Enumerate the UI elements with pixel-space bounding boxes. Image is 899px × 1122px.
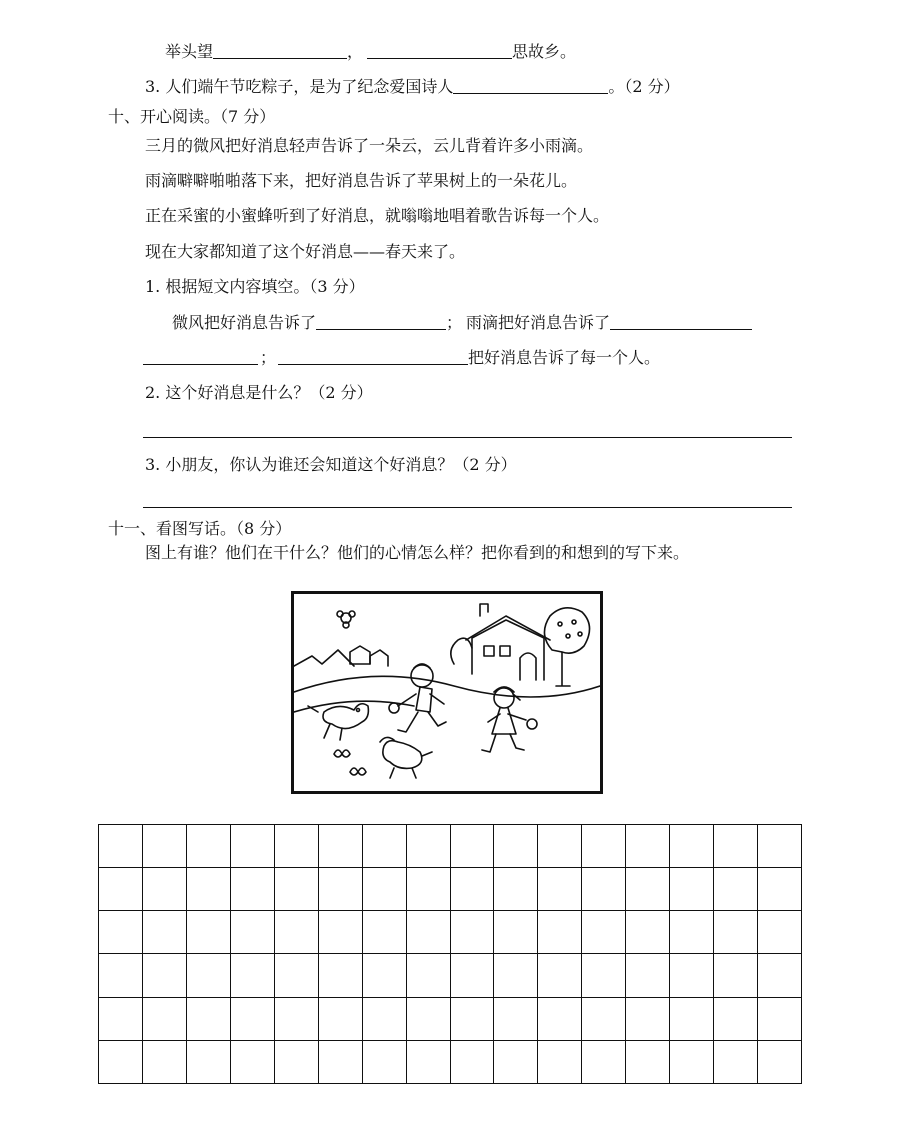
grid-cell[interactable] (494, 954, 538, 997)
tree-shape (544, 608, 589, 653)
grid-cell[interactable] (274, 825, 318, 868)
q1-sep-1: ； (446, 313, 463, 332)
grid-cell[interactable] (186, 868, 230, 911)
grid-cell[interactable] (758, 868, 802, 911)
grid-cell[interactable] (494, 911, 538, 954)
grid-cell[interactable] (362, 997, 406, 1040)
section-11-prompt: 图上有谁？他们在干什么？他们的心情怎么样？把你看到的和想到的写下来。 (145, 543, 690, 562)
grid-cell[interactable] (626, 825, 670, 868)
grid-cell[interactable] (318, 1040, 362, 1083)
grid-cell[interactable] (99, 954, 143, 997)
grid-cell[interactable] (142, 1040, 186, 1083)
grid-cell[interactable] (450, 997, 494, 1040)
grid-cell[interactable] (450, 911, 494, 954)
grid-cell[interactable] (406, 911, 450, 954)
grid-row (99, 825, 802, 868)
grid-cell[interactable] (538, 954, 582, 997)
ball-shape (389, 703, 399, 713)
grid-cell[interactable] (582, 868, 626, 911)
writing-grid (98, 824, 802, 1084)
grid-row (99, 1040, 802, 1083)
q1-part-2: 雨滴把好消息告诉了 (466, 313, 611, 332)
grid-cell[interactable] (582, 825, 626, 868)
grid-cell[interactable] (230, 954, 274, 997)
grid-cell[interactable] (406, 954, 450, 997)
grid-cell[interactable] (99, 868, 143, 911)
grid-cell[interactable] (274, 911, 318, 954)
girl-shape (494, 688, 514, 708)
grid-cell[interactable] (99, 825, 143, 868)
grid-cell[interactable] (318, 868, 362, 911)
grid-cell[interactable] (230, 997, 274, 1040)
grid-cell[interactable] (362, 954, 406, 997)
grid-cell[interactable] (142, 825, 186, 868)
grid-cell[interactable] (758, 911, 802, 954)
grid-cell[interactable] (670, 825, 714, 868)
grid-cell[interactable] (450, 1040, 494, 1083)
grid-cell[interactable] (582, 997, 626, 1040)
grid-cell[interactable] (230, 825, 274, 868)
grid-cell[interactable] (274, 997, 318, 1040)
question-score: 。（2 分） (608, 77, 680, 96)
grid-row (99, 954, 802, 997)
grid-cell[interactable] (714, 954, 758, 997)
grid-cell[interactable] (186, 997, 230, 1040)
grid-cell[interactable] (670, 954, 714, 997)
section-11-heading: 十一、看图写话。（8 分） (108, 519, 292, 538)
question-text: 3. 人们端午节吃粽子，是为了纪念爱国诗人 (145, 77, 454, 96)
grid-cell[interactable] (274, 954, 318, 997)
grid-cell[interactable] (626, 954, 670, 997)
grid-cell[interactable] (758, 954, 802, 997)
question-1-title: 1. 根据短文内容填空。（3 分） (145, 277, 365, 296)
grid-cell[interactable] (494, 997, 538, 1040)
grid-cell[interactable] (670, 868, 714, 911)
grid-cell[interactable] (406, 868, 450, 911)
grid-cell[interactable] (362, 911, 406, 954)
grid-cell[interactable] (714, 868, 758, 911)
question-3-title: 3. 小朋友，你认为谁还会知道这个好消息？（2 分） (145, 455, 517, 474)
grid-cell[interactable] (758, 1040, 802, 1083)
grid-cell[interactable] (758, 825, 802, 868)
grid-cell[interactable] (274, 868, 318, 911)
poem-blank-1[interactable] (213, 42, 347, 59)
grid-cell[interactable] (230, 1040, 274, 1083)
grid-cell[interactable] (758, 997, 802, 1040)
grid-cell[interactable] (626, 868, 670, 911)
grid-cell[interactable] (626, 911, 670, 954)
grid-cell[interactable] (582, 1040, 626, 1083)
grid-cell[interactable] (274, 1040, 318, 1083)
poem-blank-2[interactable] (367, 42, 512, 59)
grid-cell[interactable] (230, 868, 274, 911)
grid-cell[interactable] (538, 825, 582, 868)
poem-line (165, 42, 576, 62)
passage-line-1: 三月的微风把好消息轻声告诉了一朵云，云儿背着许多小雨滴。 (145, 136, 594, 155)
grid-cell[interactable] (538, 911, 582, 954)
grid-cell[interactable] (450, 954, 494, 997)
grid-cell[interactable] (714, 1040, 758, 1083)
dog-shape-2 (383, 741, 422, 769)
grid-cell[interactable] (494, 825, 538, 868)
grid-row (99, 997, 802, 1040)
grid-cell[interactable] (670, 997, 714, 1040)
grid-row (99, 868, 802, 911)
grid-cell[interactable] (318, 954, 362, 997)
grid-cell[interactable] (230, 911, 274, 954)
grid-cell[interactable] (99, 911, 143, 954)
grid-cell[interactable] (582, 911, 626, 954)
grid-cell[interactable] (186, 825, 230, 868)
grid-cell[interactable] (538, 1040, 582, 1083)
grid-cell[interactable] (186, 1040, 230, 1083)
passage-line-3: 正在采蜜的小蜜蜂听到了好消息，就嗡嗡地唱着歌告诉每一个人。 (145, 206, 610, 225)
grid-cell[interactable] (142, 954, 186, 997)
mountain-shape (294, 650, 354, 666)
q1-blank-2[interactable] (610, 313, 752, 330)
grid-cell[interactable] (714, 997, 758, 1040)
house-door-shape (520, 653, 536, 680)
grid-cell[interactable] (142, 997, 186, 1040)
grid-cell[interactable] (714, 911, 758, 954)
small-house-shape (350, 646, 370, 664)
poem-comma: ， (347, 42, 364, 61)
q1-sep-2: ； (259, 348, 276, 367)
butterfly-shape (334, 750, 350, 757)
grid-cell[interactable] (142, 868, 186, 911)
passage-line-2: 雨滴噼噼啪啪落下来，把好消息告诉了苹果树上的一朵花儿。 (145, 171, 578, 190)
grid-cell[interactable] (142, 911, 186, 954)
question-2-title: 2. 这个好消息是什么？（2 分） (145, 383, 373, 402)
picture-illustration (294, 594, 600, 791)
grid-cell[interactable] (670, 1040, 714, 1083)
grid-cell[interactable] (362, 825, 406, 868)
q1-blank-4[interactable] (278, 348, 468, 365)
grid-cell[interactable] (494, 868, 538, 911)
question-3-answer-line[interactable] (143, 507, 792, 508)
grid-cell[interactable] (362, 1040, 406, 1083)
grid-cell[interactable] (318, 825, 362, 868)
grid-cell[interactable] (186, 954, 230, 997)
poet-blank[interactable] (453, 77, 608, 94)
grid-cell[interactable] (99, 997, 143, 1040)
grid-cell[interactable] (538, 997, 582, 1040)
grid-cell[interactable] (450, 868, 494, 911)
grid-cell[interactable] (406, 1040, 450, 1083)
picture-children-playing (291, 591, 603, 794)
grid-cell[interactable] (99, 1040, 143, 1083)
grid-cell[interactable] (538, 868, 582, 911)
grid-cell[interactable] (406, 825, 450, 868)
grid-cell[interactable] (626, 1040, 670, 1083)
q1-part-1: 微风把好消息告诉了 (172, 313, 317, 332)
question-2-answer-line[interactable] (143, 437, 792, 438)
grid-cell[interactable] (582, 954, 626, 997)
passage-line-4: 现在大家都知道了这个好消息——春天来了。 (145, 242, 466, 261)
question-1-line-a (172, 313, 752, 333)
grid-cell[interactable] (450, 825, 494, 868)
q1-blank-1[interactable] (316, 313, 446, 330)
q1-blank-3[interactable] (143, 348, 258, 365)
grid-cell[interactable] (714, 825, 758, 868)
grid-cell[interactable] (406, 997, 450, 1040)
grid-row (99, 911, 802, 954)
question-1-line-b (143, 348, 660, 368)
question-dragon-boat (145, 77, 680, 97)
grid-cell[interactable] (494, 1040, 538, 1083)
hill-shape (294, 676, 600, 697)
grid-cell[interactable] (318, 911, 362, 954)
grid-cell[interactable] (670, 911, 714, 954)
q1-part-3: 把好消息告诉了每一个人。 (468, 348, 661, 367)
grid-cell[interactable] (362, 868, 406, 911)
section-10-heading: 十、开心阅读。（7 分） (108, 107, 276, 126)
grid-cell[interactable] (186, 911, 230, 954)
poem-prefix: 举头望 (165, 42, 214, 61)
grid-cell[interactable] (626, 997, 670, 1040)
poem-suffix: 思故乡。 (512, 42, 577, 61)
grid-cell[interactable] (318, 997, 362, 1040)
